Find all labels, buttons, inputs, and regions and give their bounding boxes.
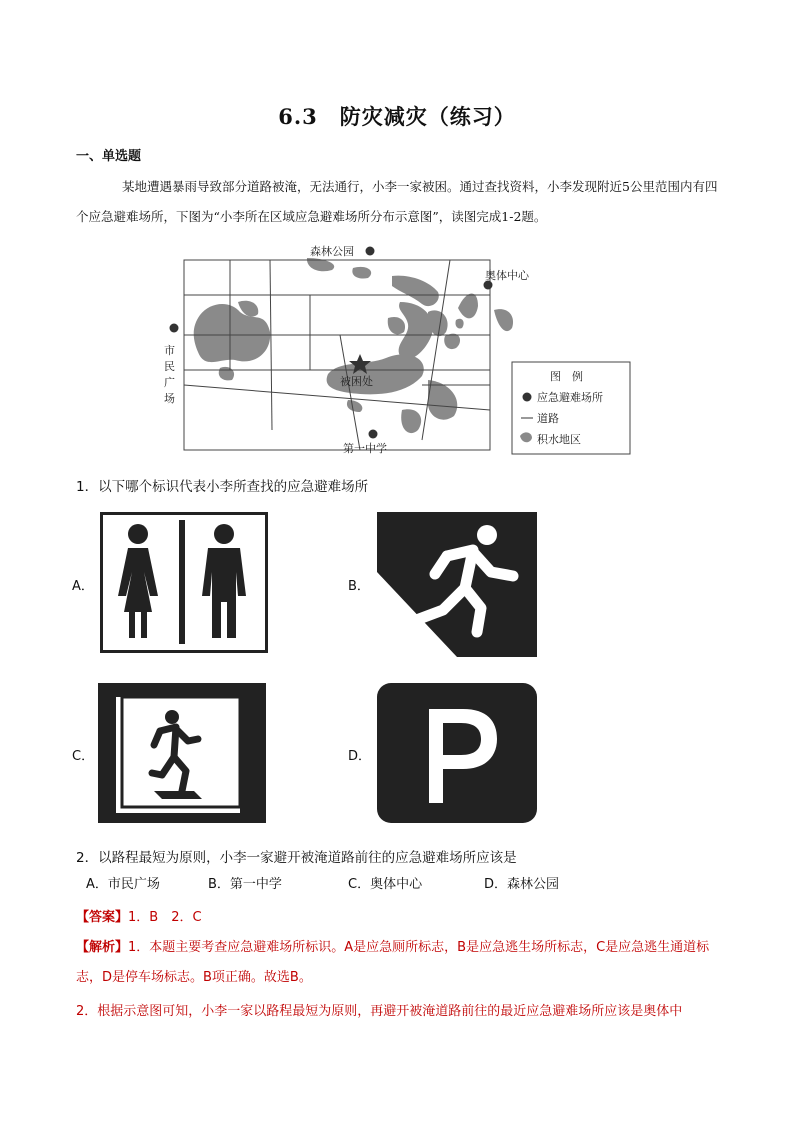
option-d-label: D． [348,749,372,764]
forest-park-shelter-dot [366,247,375,256]
citizen-square-label-4: 场 [164,392,175,405]
analysis-paragraph-2: 2．根据示意图可知，小李一家以路程最短为原则，再避开被淹道路前往的最近应急避难场所应该是奥体中 [76,1004,683,1019]
legend-title: 图 例 [550,370,583,383]
citizen-square-label-2: 民 [164,360,175,373]
section-heading: 一、单选题 [76,149,142,164]
intro-paragraph: 某地遭遇暴雨导致部分道路被淹，无法通行，小李一家被困。通过查找资料，小李发现附近5公里范围内有四个应急避难场所，下图为“小李所在区域应急避难场所分布示意图”，读图完成1-2题。 [76,179,718,224]
legend-road-label: 道路 [537,412,559,425]
answer-label: 【答案】 [76,910,129,925]
choice-c: C．奥体中心 [348,877,423,892]
trapped-label: 被困处 [340,375,373,388]
option-b-label: B． [348,579,370,594]
page-title: 6.3 防灾减灾（练习） [278,104,516,129]
restroom-sign-icon [100,512,268,653]
citizen-square-shelter-dot [170,324,179,333]
choice-d: D．森林公园 [484,877,560,892]
analysis-label: 【解析】 [76,940,129,955]
exit-sign-icon [98,683,266,823]
first-middle-school-label: 第一中学 [343,442,387,455]
shelter-distribution-map [160,240,650,460]
question-1-stem: 1．以下哪个标识代表小李所查找的应急避难场所 [76,479,369,495]
answer-line [76,906,202,925]
option-a-label: A． [72,579,94,594]
olympic-center-label: 奥体中心 [485,269,529,282]
citizen-square-label-3: 广 [164,376,175,389]
forest-park-label: 森林公园 [310,245,354,258]
citizen-square-label-1: 市 [164,344,175,357]
question-2-choices [86,873,559,892]
parking-sign-icon [377,683,537,823]
option-c-label: C． [72,749,95,764]
analysis-text-1: 1．本题主要考查应急避难场所标识。A是应急厕所标志，B是应急逃生场所标志，C是应急逃生通道标志，D是停车场标志。B项正确。故选B。 [76,940,710,985]
answer-text: 1．B 2．C [128,910,202,925]
analysis-paragraph-1 [76,933,726,993]
choice-a: A．市民广场 [86,877,160,892]
map-legend [512,362,630,454]
first-middle-school-shelter-dot [369,430,378,439]
legend-shelter-icon [523,393,532,402]
running-man-sign-icon [377,512,537,657]
legend-flood-label: 积水地区 [537,433,581,446]
choice-b: B．第一中学 [208,877,282,892]
legend-shelter-label: 应急避难场所 [537,391,603,404]
flooded-areas [194,258,513,433]
question-2-stem: 2．以路程最短为原则，小李一家避开被淹道路前往的应急避难场所应该是 [76,850,517,866]
road-network [184,260,490,450]
